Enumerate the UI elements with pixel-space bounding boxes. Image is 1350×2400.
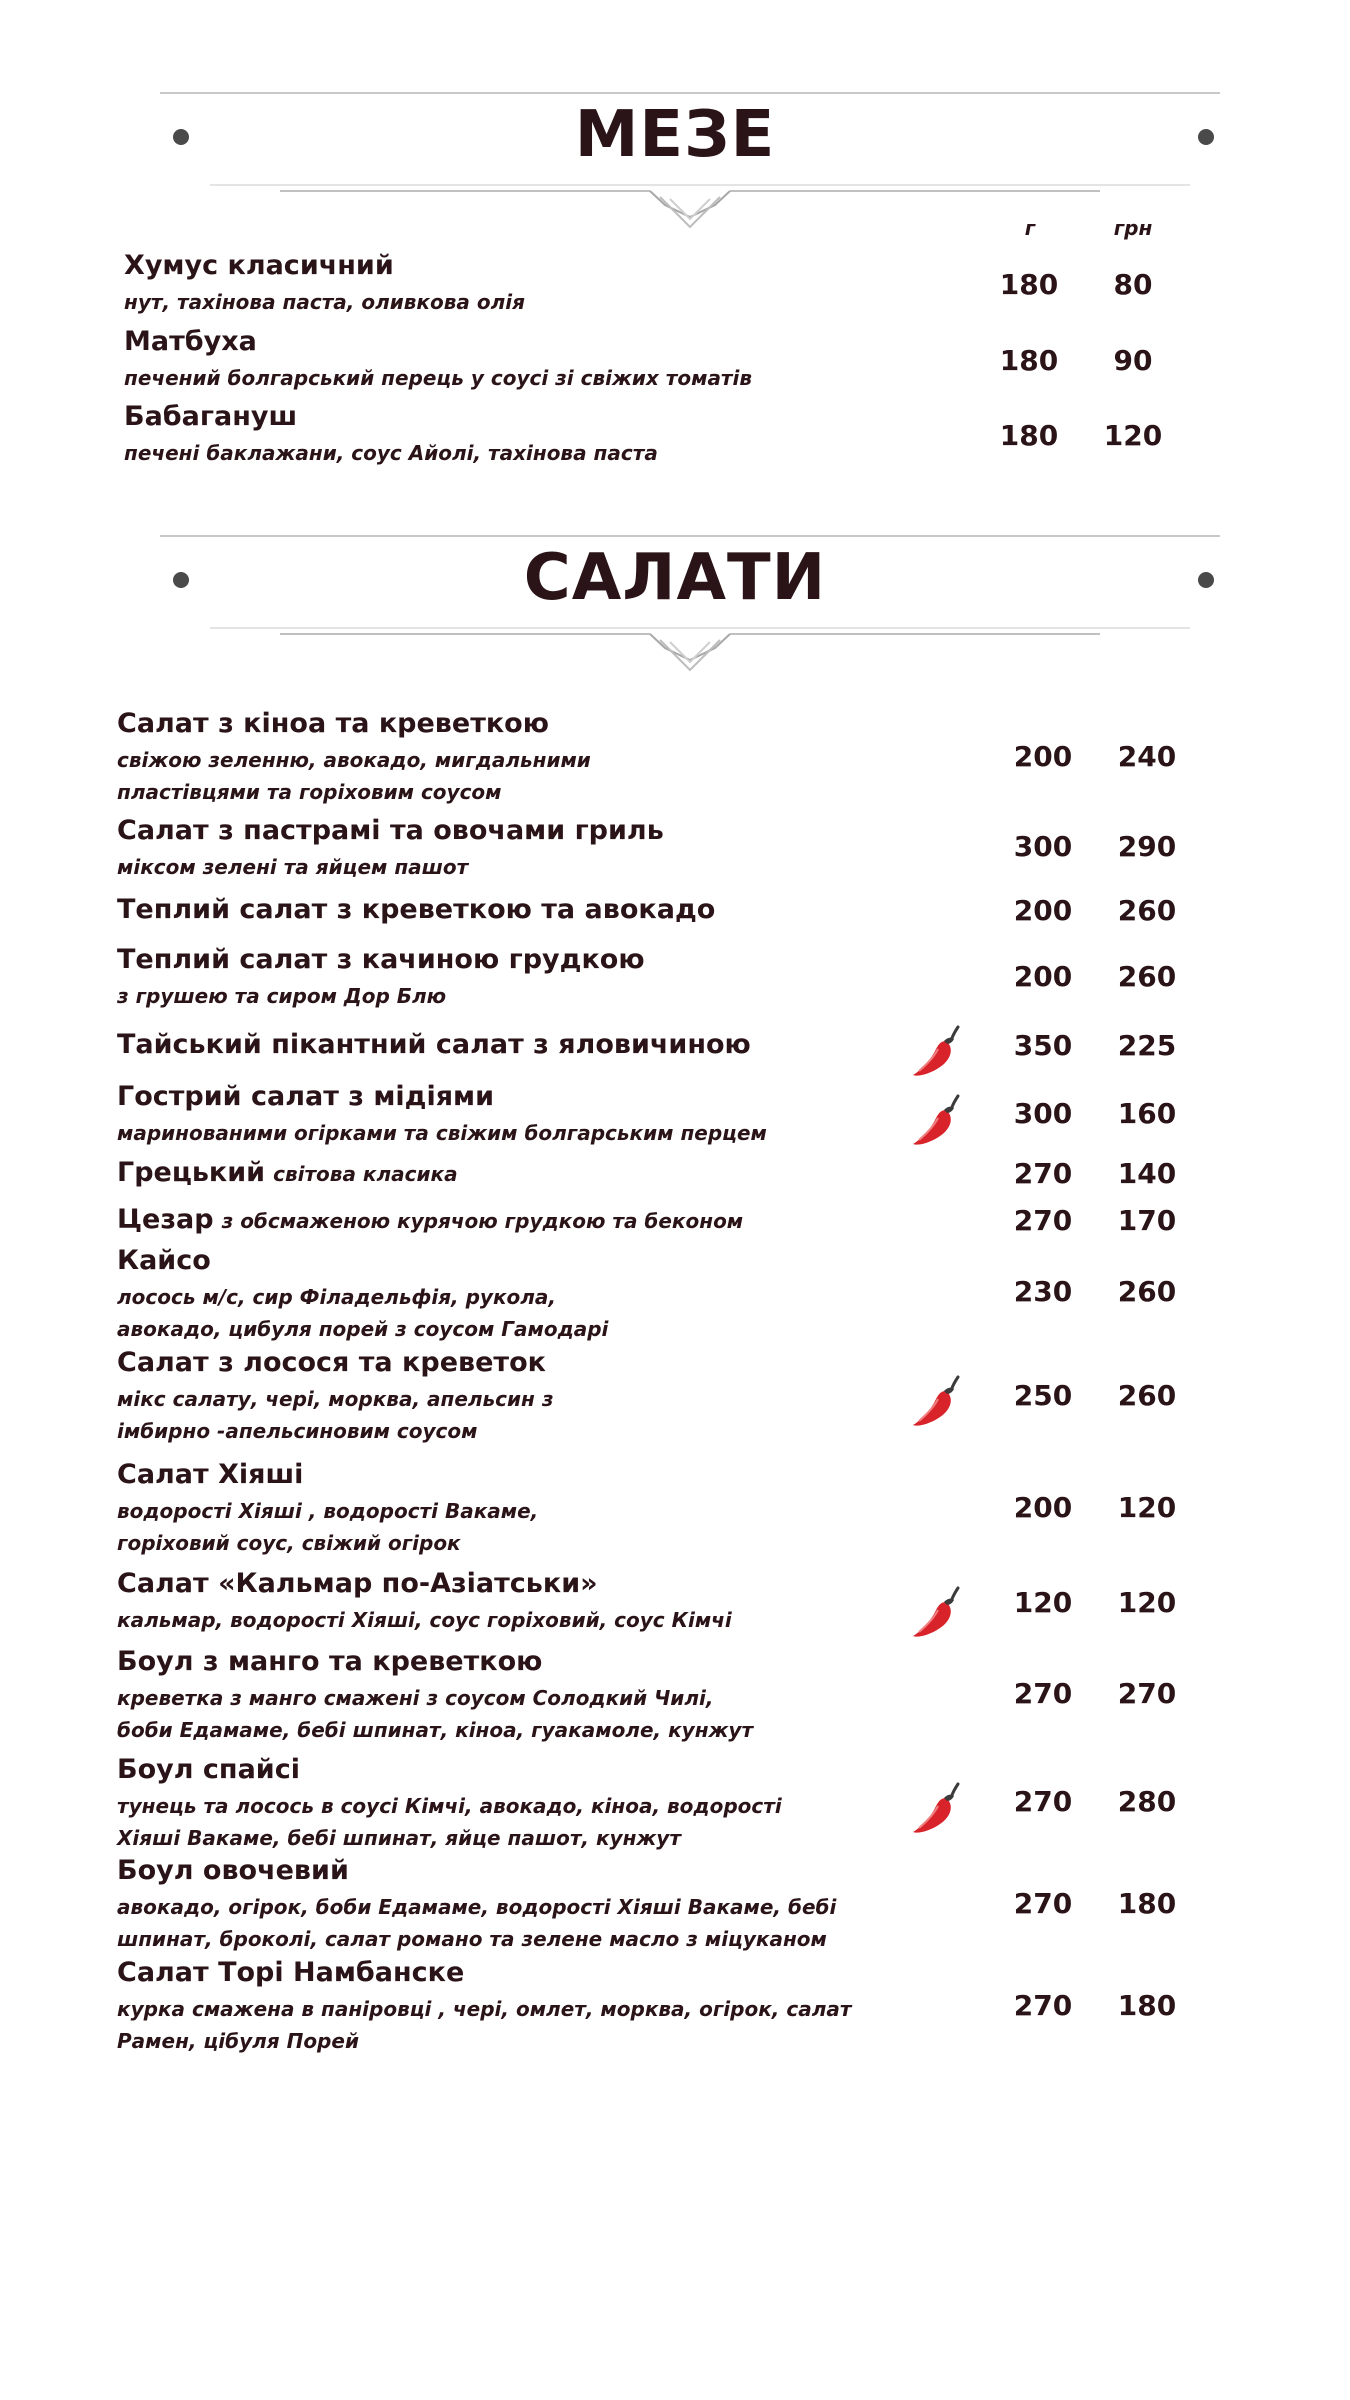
- item-name: Салат з кіноа та креветкою: [117, 708, 549, 739]
- chili-pepper-icon: [910, 1586, 962, 1642]
- item-price: 260: [1117, 894, 1177, 927]
- item-description: маринованими огірками та свіжим болгарським перцем: [117, 1121, 767, 1145]
- item-price: 180: [1117, 1887, 1177, 1920]
- chili-pepper-icon: [910, 1094, 962, 1150]
- item-description: пластівцями та горіховим соусом: [117, 780, 502, 804]
- item-description: світова класика: [273, 1162, 458, 1186]
- item-name: Бабагануш: [124, 401, 298, 432]
- item-description: боби Едамаме, бебі шпинат, кіноа, гуакамоле, кунжут: [117, 1718, 754, 1742]
- item-weight: 230: [1013, 1275, 1073, 1308]
- item-name: Тайський пікантний салат з яловичиною: [117, 1029, 751, 1060]
- section-title-meze: МЕЗЕ: [574, 98, 776, 172]
- item-weight: 180: [999, 344, 1059, 377]
- item-description: нут, тахінова паста, оливкова олія: [124, 290, 525, 314]
- chili-pepper-icon: [910, 1782, 962, 1838]
- item-price: 170: [1117, 1204, 1177, 1237]
- salads-banner: [0, 528, 1350, 668]
- item-description: горіховий соус, свіжий огірок: [117, 1531, 461, 1555]
- item-price: 160: [1117, 1097, 1177, 1130]
- item-price: 140: [1117, 1157, 1177, 1190]
- item-description: авокадо, огірок, боби Едамаме, водорості Хіяші Вакаме, бебі: [117, 1895, 837, 1919]
- item-description: авокадо, цибуля порей з соусом Гамодарі: [117, 1317, 609, 1341]
- item-weight: 270: [1013, 1157, 1073, 1190]
- item-name-text: Цезар: [117, 1204, 214, 1235]
- item-name: Салат Торі Намбанске: [117, 1957, 465, 1988]
- item-name: [117, 1204, 743, 1235]
- item-weight: 350: [1013, 1029, 1073, 1062]
- item-description: міксом зелені та яйцем пашот: [117, 855, 469, 879]
- item-description: лосось м/с, сир Філадельфія, рукола,: [117, 1285, 557, 1309]
- item-weight: 250: [1013, 1379, 1073, 1412]
- item-weight: 200: [1013, 1491, 1073, 1524]
- item-name: Салат з лосося та креветок: [117, 1347, 546, 1378]
- item-price: 90: [1113, 344, 1153, 377]
- item-price: 225: [1117, 1029, 1177, 1062]
- item-weight: 270: [1013, 1785, 1073, 1818]
- meze-banner: [0, 85, 1350, 225]
- item-name: Боул овочевий: [117, 1855, 349, 1886]
- item-name: Боул з манго та креветкою: [117, 1646, 543, 1677]
- item-name: [117, 1157, 458, 1188]
- item-price: 120: [1117, 1586, 1177, 1619]
- item-price: 80: [1113, 268, 1153, 301]
- item-description: з обсмаженою курячою грудкою та беконом: [221, 1209, 744, 1233]
- item-price: 180: [1117, 1989, 1177, 2022]
- item-weight: 300: [1013, 1097, 1073, 1130]
- item-weight: 270: [1013, 1677, 1073, 1710]
- item-name: Салат з пастрамі та овочами гриль: [117, 815, 664, 846]
- item-price: 240: [1117, 740, 1177, 773]
- item-weight: 180: [999, 268, 1059, 301]
- section-title-salads: САЛАТИ: [523, 541, 827, 615]
- item-name: Боул спайсі: [117, 1754, 300, 1785]
- item-description: кальмар, водорості Хіяші, соус горіховий, соус Кімчі: [117, 1608, 732, 1632]
- item-weight: 200: [1013, 960, 1073, 993]
- item-description: тунець та лосось в соусі Кімчі, авокадо, кіноа, водорості: [117, 1794, 782, 1818]
- item-weight: 120: [1013, 1586, 1073, 1619]
- weight-column-header: г: [1024, 216, 1036, 240]
- item-weight: 200: [1013, 894, 1073, 927]
- item-description: імбирно -апельсиновим соусом: [117, 1419, 478, 1443]
- item-price: 270: [1117, 1677, 1177, 1710]
- item-name: Кайсо: [117, 1245, 211, 1276]
- item-price: 260: [1117, 1379, 1177, 1412]
- item-description: курка смажена в паніровці , чері, омлет, морква, огірок, салат: [117, 1997, 852, 2021]
- chili-pepper-icon: [910, 1375, 962, 1431]
- item-name: Теплий салат з креветкою та авокадо: [117, 894, 716, 925]
- item-description: водорості Хіяші , водорості Вакаме,: [117, 1499, 539, 1523]
- item-name: Салат «Кальмар по-Азіатськи»: [117, 1568, 598, 1599]
- item-name: Салат Хіяші: [117, 1459, 304, 1490]
- item-weight: 270: [1013, 1204, 1073, 1237]
- item-price: 120: [1117, 1491, 1177, 1524]
- item-description: мікс салату, чері, морква, апельсин з: [117, 1387, 554, 1411]
- item-price: 260: [1117, 1275, 1177, 1308]
- item-description: креветка з манго смажені з соусом Солодкий Чилі,: [117, 1686, 714, 1710]
- item-name: Гострий салат з мідіями: [117, 1081, 495, 1112]
- item-description: печені баклажани, соус Айолі, тахінова паста: [124, 441, 658, 465]
- item-price: 260: [1117, 960, 1177, 993]
- item-description: Хіяші Вакаме, бебі шпинат, яйце пашот, кунжут: [117, 1826, 681, 1850]
- chili-pepper-icon: [910, 1025, 962, 1081]
- item-description: свіжою зеленню, авокадо, мигдальними: [117, 748, 591, 772]
- item-weight: 300: [1013, 830, 1073, 863]
- item-name: Хумус класичний: [124, 250, 394, 281]
- item-description: з грушею та сиром Дор Блю: [117, 984, 447, 1008]
- item-weight: 270: [1013, 1887, 1073, 1920]
- item-price: 280: [1117, 1785, 1177, 1818]
- item-description: Рамен, цібуля Порей: [117, 2029, 359, 2053]
- item-price: 120: [1103, 419, 1163, 452]
- item-name-text: Грецький: [117, 1157, 266, 1188]
- item-description: печений болгарський перець у соусі зі свіжих томатів: [124, 366, 753, 390]
- item-description: шпинат, броколі, салат романо та зелене масло з міцуканом: [117, 1927, 827, 1951]
- price-column-header: грн: [1113, 216, 1153, 240]
- item-weight: 180: [999, 419, 1059, 452]
- item-weight: 200: [1013, 740, 1073, 773]
- item-price: 290: [1117, 830, 1177, 863]
- item-name: Теплий салат з качиною грудкою: [117, 944, 645, 975]
- item-weight: 270: [1013, 1989, 1073, 2022]
- item-name: Матбуха: [124, 326, 257, 357]
